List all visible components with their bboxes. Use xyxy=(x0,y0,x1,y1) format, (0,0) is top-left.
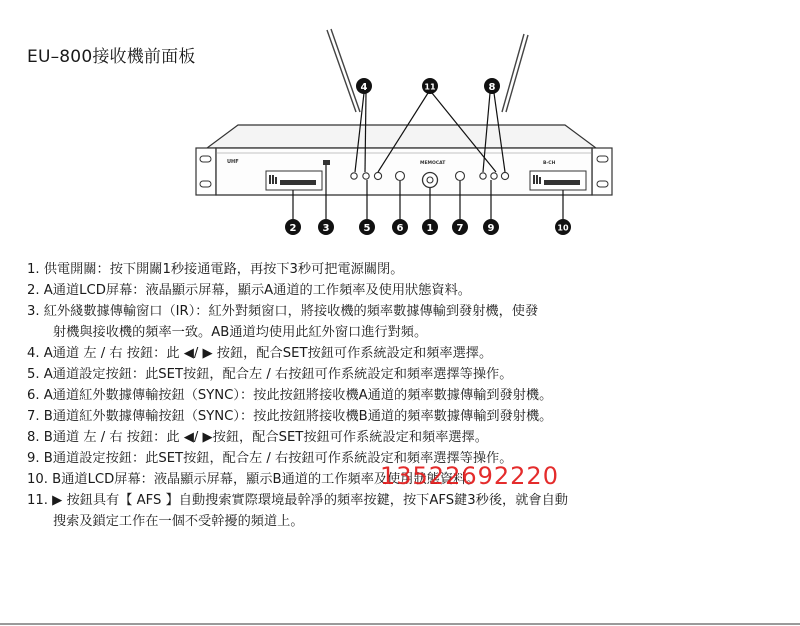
callout-1 xyxy=(422,219,438,235)
a-right-button xyxy=(363,173,369,179)
callout-9 xyxy=(483,219,499,235)
svg-text:4: 4 xyxy=(360,82,368,93)
callout-7 xyxy=(452,219,468,235)
list-item: 搜索及鎖定工作在一個不受幹擾的頻道上。 xyxy=(53,514,304,529)
b-left-button xyxy=(480,173,486,179)
brand-left: UHF xyxy=(227,159,239,165)
list-item: 射機與接收機的頻率一致。AB通道均使用此紅外窗口進行對頻。 xyxy=(53,325,428,340)
svg-text:7: 7 xyxy=(456,223,464,234)
antennas xyxy=(327,29,528,112)
callout-10 xyxy=(555,219,571,235)
b-set-button xyxy=(501,172,508,179)
list-item: 4. A通道 左 / 右 按鈕：此 ◀/ ▶ 按鈕，配合SET按鈕可作系統設定和頻率選擇。 xyxy=(27,346,493,361)
receiver-front-panel-diagram xyxy=(0,0,800,250)
rack-ear-left xyxy=(196,148,216,195)
right-antenna xyxy=(502,34,528,112)
a-sync-button xyxy=(396,172,405,181)
bottom-divider xyxy=(0,623,800,625)
feature-list xyxy=(27,259,797,532)
rack-ear-right xyxy=(592,148,612,195)
list-item: 3. 紅外綫數據傳輸窗口（IR）：紅外對頻窗口，將接收機的頻率數據傳輸到發射機，使發 xyxy=(27,304,539,319)
list-item: 10. B通道LCD屏幕：液晶顯示屏幕，顯示B通道的工作頻率及使用狀態資料。 xyxy=(27,472,480,487)
svg-text:3: 3 xyxy=(322,223,330,234)
list-item: 6. A通道紅外數據傳輸按鈕（SYNC）：按此按鈕將接收機A通道的頻率數據傳輸到發射機。 xyxy=(27,388,553,403)
left-antenna xyxy=(327,29,360,112)
brand-right: B-CH xyxy=(543,161,556,166)
svg-text:11: 11 xyxy=(424,82,436,92)
chassis-top xyxy=(207,125,596,148)
svg-text:2: 2 xyxy=(289,223,297,234)
callout-4 xyxy=(356,78,372,94)
list-item: 7. B通道紅外數據傳輸按鈕（SYNC）：按此按鈕將接收機B通道的頻率數據傳輸到發射機。 xyxy=(27,409,553,424)
page-title: EU–800接收機前面板 xyxy=(27,47,196,67)
watermark-phone: 13522692220 xyxy=(380,462,559,490)
callout-6 xyxy=(392,219,408,235)
list-item: 5. A通道設定按鈕：此SET按鈕，配合左 / 右按鈕可作系統設定和頻率選擇等操作。 xyxy=(27,367,513,382)
b-sync-button xyxy=(456,172,465,181)
power-button xyxy=(423,173,438,188)
svg-text:5: 5 xyxy=(363,223,371,234)
callout-5 xyxy=(359,219,375,235)
callout-2 xyxy=(285,219,301,235)
a-set-button xyxy=(374,172,381,179)
a-left-button xyxy=(351,173,357,179)
callout-8 xyxy=(484,78,500,94)
svg-text:9: 9 xyxy=(487,223,495,234)
list-item: 11. ▶ 按鈕具有【 AFS 】自動搜索實際環境最幹凈的頻率按鍵，按下AFS鍵3秒後，就會自動 xyxy=(27,493,568,508)
list-item: 9. B通道設定按鈕：此SET按鈕，配合左 / 右按鈕可作系統設定和頻率選擇等操作。 xyxy=(27,451,513,466)
b-right-button xyxy=(491,173,497,179)
brand-center: MEMOCAT xyxy=(420,161,446,166)
svg-text:6: 6 xyxy=(396,223,404,234)
svg-text:1: 1 xyxy=(426,223,434,234)
callout-11 xyxy=(422,78,438,94)
list-item: 8. B通道 左 / 右 按鈕：此 ◀/ ▶按鈕，配合SET按鈕可作系統設定和頻率選擇。 xyxy=(27,430,488,445)
svg-text:8: 8 xyxy=(488,82,496,93)
callout-3 xyxy=(318,219,334,235)
ir-window xyxy=(323,160,330,165)
svg-text:10: 10 xyxy=(557,223,569,233)
list-item: 1. 供電開關：按下開關1秒接通電路，再按下3秒可把電源關閉。 xyxy=(27,262,404,277)
list-item: 2. A通道LCD屏幕：液晶顯示屏幕，顯示A通道的工作頻率及使用狀態資料。 xyxy=(27,283,471,298)
